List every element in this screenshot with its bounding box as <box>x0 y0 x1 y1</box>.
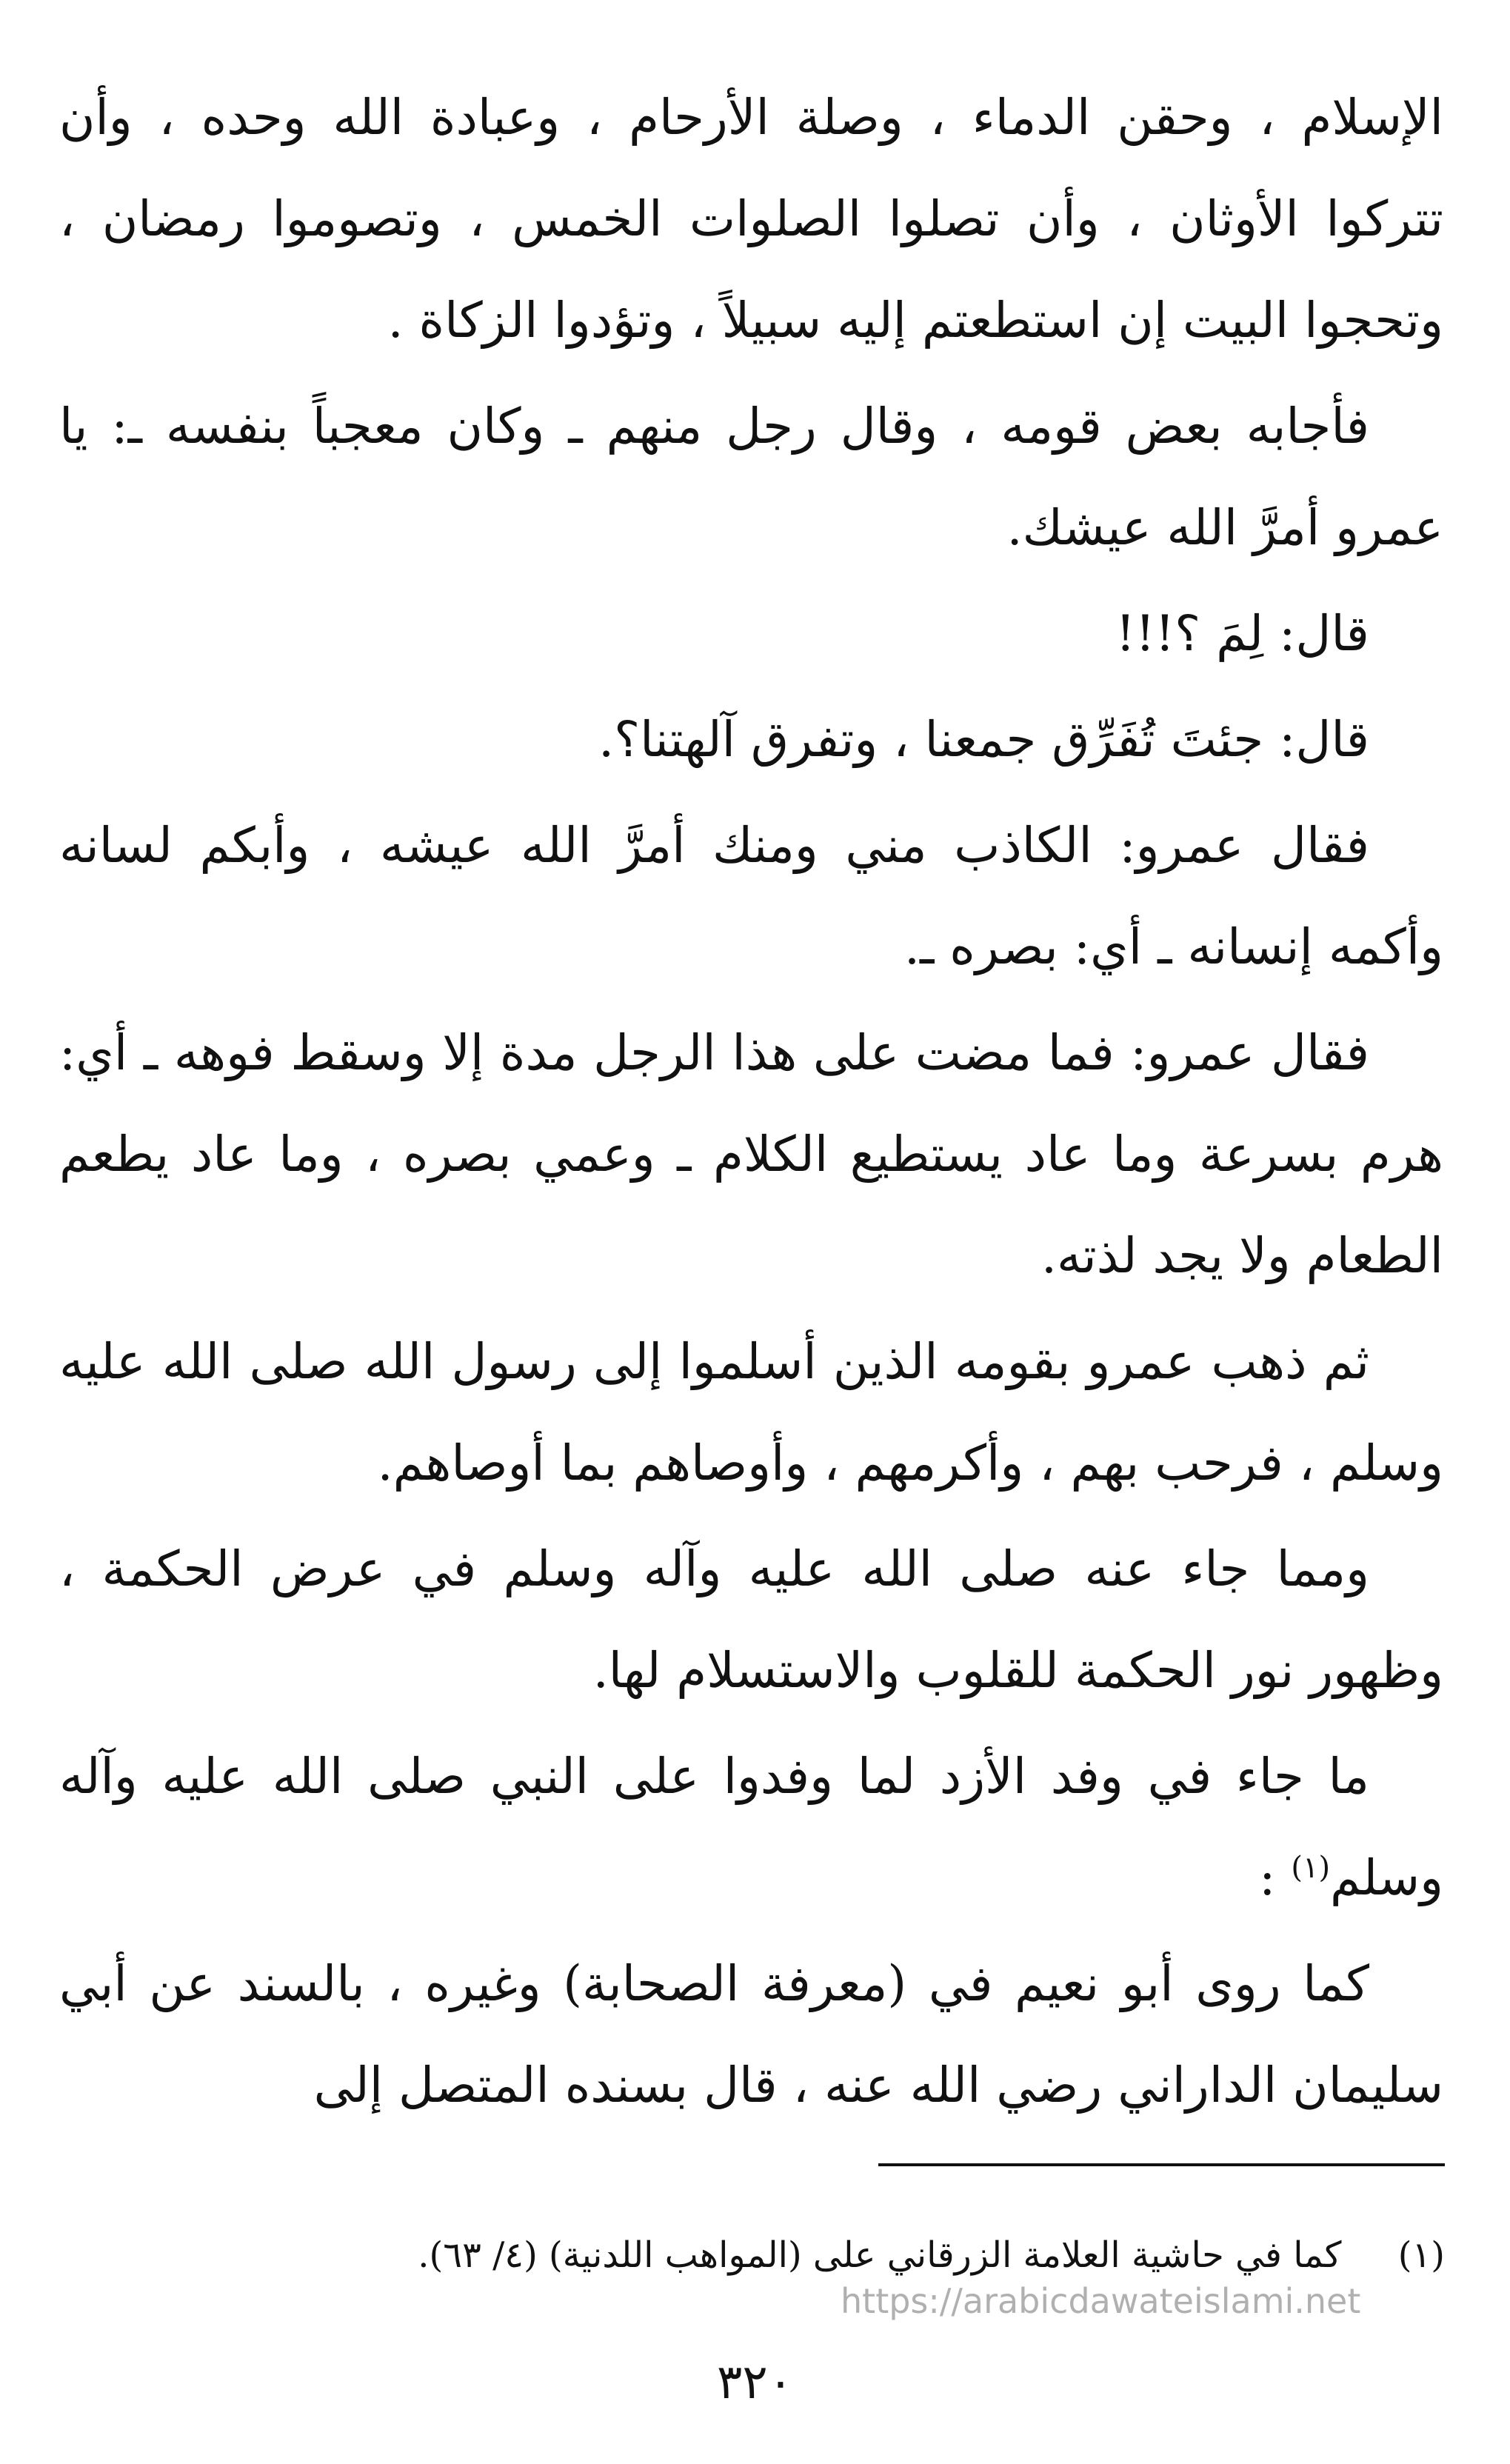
footnote-divider <box>878 2163 1445 2166</box>
paragraph-8: ومما جاء عنه صلى الله عليه وآله وسلم في عرض الحكمة ، وظهور نور الحكمة للقلوب والاستسلام لها. <box>59 1540 1443 1699</box>
paragraph-3: قال: لِمَ ؟!!! <box>1115 605 1369 662</box>
paragraph-10: كما روى أبو نعيم في (معرفة الصحابة) وغيره ، بالسند عن أبي سليمان الداراني رضي الله عنه ، قال بسنده المتصل إلى <box>59 1955 1443 2114</box>
paragraph-2: فأجابه بعض قومه ، وقال رجل منهم ـ وكان معجباً بنفسه ـ: يا عمرو أمرَّ الله عيشك. <box>59 398 1443 556</box>
paragraph-7: ثم ذهب عمرو بقومه الذين أسلموا إلى رسول الله صلى الله عليه وسلم ، فرحب بهم ، وأكرمهم ، وأوصاهم بما أوصاهم. <box>59 1333 1443 1492</box>
footnote-marker: (١) <box>1397 2234 1445 2276</box>
watermark-url: https://arabicdawateislami.net <box>841 2281 1361 2321</box>
page-number: ٣٢٠ <box>716 2355 794 2410</box>
paragraph-1: الإسلام ، وحقن الدماء ، وصلة الأرحام ، وعبادة الله وحده ، وأن تتركوا الأوثان ، وأن تصلوا الصلوات الخمس ، وتصوموا رمضان ، وتحجوا البيت إن استطعتم إليه سبيلاً ، وتؤدوا الزكاة . <box>59 89 1443 349</box>
paragraph-6: فقال عمرو: فما مضت على هذا الرجل مدة إلا وسقط فوهه ـ أي: هرم بسرعة وما عاد يستطيع الكلام ـ وعمي بصره ، وما عاد يطعم الطعام ولا يجد لذته. <box>59 1024 1443 1284</box>
footnote-reference[interactable]: (١) <box>1291 1851 1331 1885</box>
main-text <box>59 67 1443 2140</box>
paragraph-4: قال: جئتَ تُفَرِّق جمعنا ، وتفرق آلهتنا؟. <box>598 711 1369 768</box>
paragraph-9 <box>59 1726 1443 1929</box>
footnote-text: كما في حاشية العلامة الزرقاني على (المواهب اللدنية) (٤/ ٦٣). <box>418 2234 1342 2276</box>
paragraph-5: فقال عمرو: الكاذب مني ومنك أمرَّ الله عيشه ، وأبكم لسانه وأكمه إنسانه ـ أي: بصره ـ. <box>59 817 1443 975</box>
paragraph-9-tail: : <box>1259 1849 1292 1906</box>
paragraph-9-text: ما جاء في وفد الأزد لما وفدوا على النبي صلى الله عليه وآله وسلم <box>59 1748 1443 1906</box>
footnote <box>59 2229 1445 2281</box>
